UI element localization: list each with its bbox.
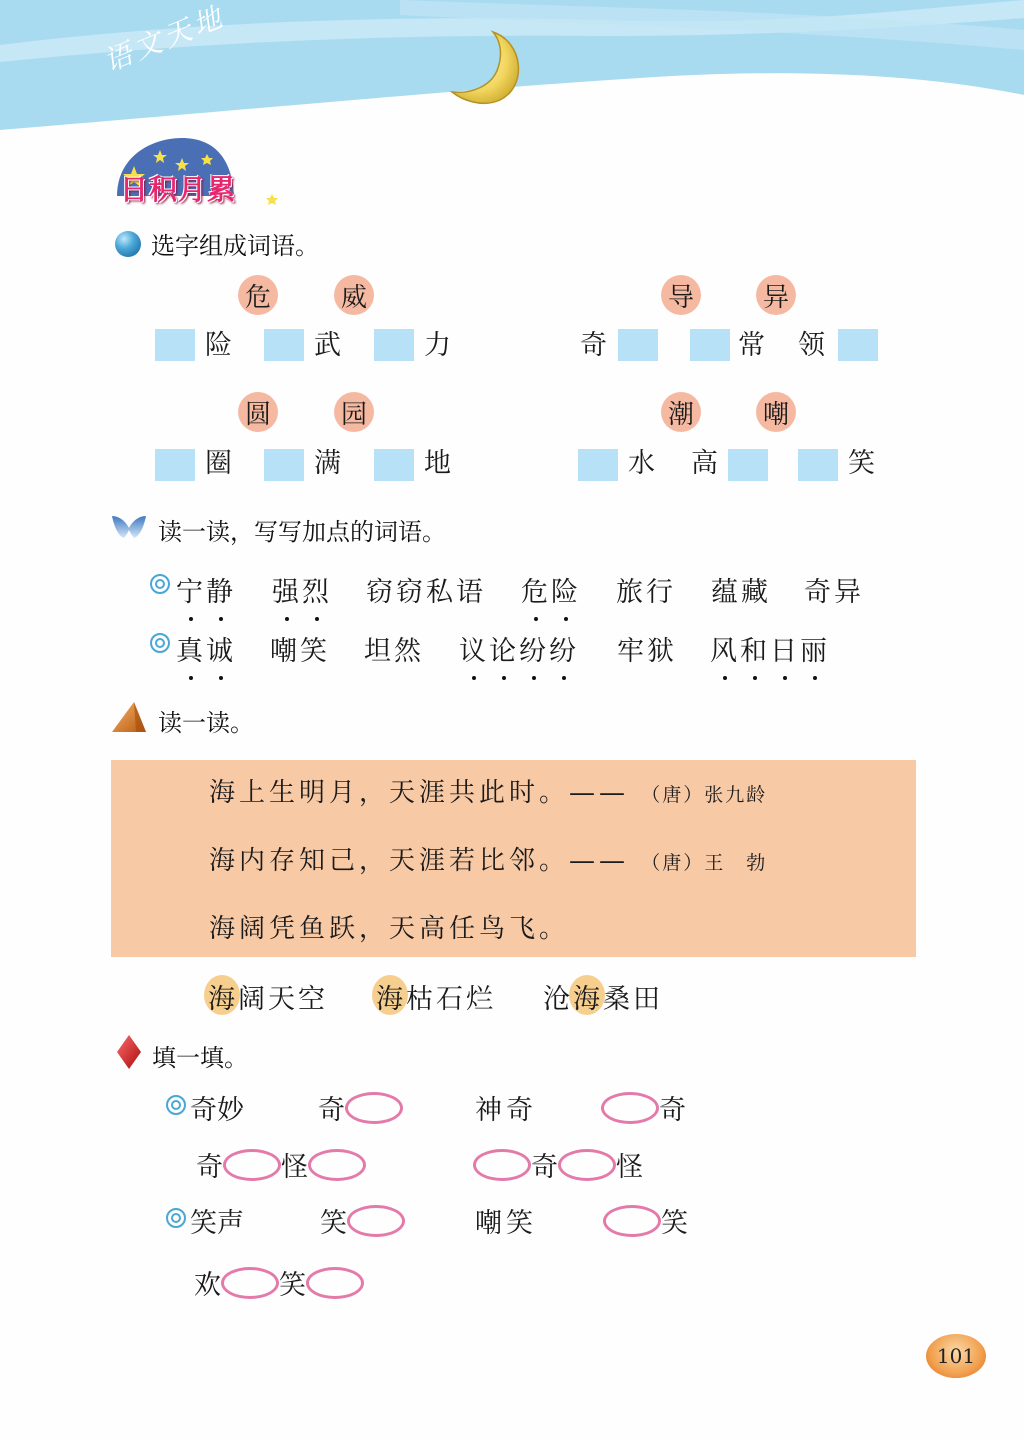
word-char: 领 <box>798 330 825 361</box>
word: 窃窃私语 <box>366 577 486 608</box>
word-dotted: 宁静 <box>176 570 236 609</box>
answer-blank[interactable] <box>374 329 414 361</box>
word-char: 常 <box>738 330 765 361</box>
choice-char: 威 <box>334 275 374 315</box>
badge-title: 日积月累 <box>120 173 237 206</box>
moon-icon <box>448 28 528 112</box>
answer-blank[interactable] <box>618 329 658 361</box>
word-char: 笑 <box>848 448 875 479</box>
answer-blank[interactable] <box>728 449 768 481</box>
orange-pyramid-icon <box>110 700 148 740</box>
word: 牢狱 <box>617 636 677 667</box>
word-char: 险 <box>205 330 232 361</box>
answer-blank[interactable] <box>798 449 838 481</box>
poem-line: 海阔凭鱼跃，天高任鸟飞。 <box>209 914 570 944</box>
idiom: 海阔天空 <box>208 977 328 1016</box>
fill-item: 欢 笑 <box>194 1263 364 1302</box>
double-circle-bullet-icon <box>150 633 170 653</box>
word-dotted: 真诚 <box>176 629 236 668</box>
word-dotted: 风和日丽 <box>710 629 830 668</box>
answer-oval[interactable] <box>347 1205 405 1237</box>
word: 蕴藏 <box>711 577 771 608</box>
word: 嘲笑 <box>270 636 330 667</box>
double-circle-bullet-icon <box>166 1208 186 1228</box>
answer-oval[interactable] <box>601 1092 659 1124</box>
word-list-row-1 <box>150 570 864 608</box>
fill-item: 笑 <box>320 1201 405 1240</box>
word-char: 水 <box>628 448 655 479</box>
fill-item: 神奇 <box>475 1095 537 1126</box>
fill-item: 奇 怪 <box>196 1145 366 1184</box>
word: 坦然 <box>364 636 424 667</box>
word: 奇异 <box>804 577 864 608</box>
answer-blank[interactable] <box>155 329 195 361</box>
word: 旅行 <box>616 577 676 608</box>
double-circle-bullet-icon <box>166 1095 186 1115</box>
fill-item: 奇 怪 <box>473 1145 643 1184</box>
poem-attribution: （唐）王 勃 <box>641 852 768 874</box>
answer-blank[interactable] <box>690 329 730 361</box>
answer-blank[interactable] <box>374 449 414 481</box>
idiom: 海枯石烂 <box>376 977 496 1016</box>
poem-box <box>111 760 916 957</box>
word-char: 高 <box>691 448 718 479</box>
section-title: 选字组成词语。 <box>151 232 319 260</box>
fill-example: 奇妙 <box>166 1088 244 1127</box>
section-heading-choose-characters <box>115 226 319 261</box>
answer-oval[interactable] <box>558 1149 616 1181</box>
poem-line: 海上生明月，天涯共此时。—— （唐）张九龄 <box>209 778 768 808</box>
answer-oval[interactable] <box>306 1267 364 1299</box>
section-title: 填一填。 <box>152 1043 248 1072</box>
poem-line: 海内存知己，天涯若比邻。—— （唐）王 勃 <box>209 846 768 876</box>
word-char: 力 <box>424 330 451 361</box>
answer-blank[interactable] <box>264 449 304 481</box>
choice-char: 导 <box>661 275 701 315</box>
section-heading-fill <box>116 1034 248 1076</box>
answer-oval[interactable] <box>473 1149 531 1181</box>
red-diamond-icon <box>116 1034 142 1076</box>
section-heading-read-write <box>110 512 446 547</box>
answer-oval[interactable] <box>308 1149 366 1181</box>
choice-char: 异 <box>756 275 796 315</box>
word-char: 满 <box>314 448 341 479</box>
word-char: 奇 <box>580 330 607 361</box>
answer-oval[interactable] <box>221 1267 279 1299</box>
answer-blank[interactable] <box>838 329 878 361</box>
answer-blank[interactable] <box>578 449 618 481</box>
answer-oval[interactable] <box>345 1092 403 1124</box>
fill-item: 笑 <box>603 1201 688 1240</box>
answer-blank[interactable] <box>155 449 195 481</box>
section-title: 读一读，写写加点的词语。 <box>158 518 446 546</box>
choice-char: 潮 <box>661 392 701 432</box>
choice-char: 圆 <box>238 392 278 432</box>
unit-title: 语文天地 <box>98 0 230 79</box>
word-char: 地 <box>424 448 451 479</box>
choice-char: 嘲 <box>756 392 796 432</box>
choice-char: 危 <box>238 275 278 315</box>
word-char: 武 <box>314 330 341 361</box>
blue-ball-icon <box>115 231 141 257</box>
choice-char: 园 <box>334 392 374 432</box>
idiom: 沧海桑田 <box>543 977 663 1016</box>
fill-item: 嘲笑 <box>475 1208 537 1239</box>
fill-item: 奇 <box>601 1088 686 1127</box>
section-title: 读一读。 <box>158 708 254 737</box>
word-dotted: 议论纷纷 <box>459 629 579 668</box>
page-number: 101 <box>926 1334 986 1378</box>
word-dotted: 危险 <box>521 570 581 609</box>
word-char: 圈 <box>205 448 232 479</box>
fill-example: 笑声 <box>166 1201 244 1240</box>
double-circle-bullet-icon <box>150 574 170 594</box>
section-heading-read <box>110 700 254 740</box>
answer-blank[interactable] <box>264 329 304 361</box>
fill-item: 奇 <box>318 1088 403 1127</box>
answer-oval[interactable] <box>603 1205 661 1237</box>
word-list-row-2 <box>150 629 830 667</box>
butterfly-icon <box>110 514 148 546</box>
answer-oval[interactable] <box>223 1149 281 1181</box>
poem-attribution: （唐）张九龄 <box>641 784 768 806</box>
word-dotted: 强烈 <box>272 570 332 609</box>
